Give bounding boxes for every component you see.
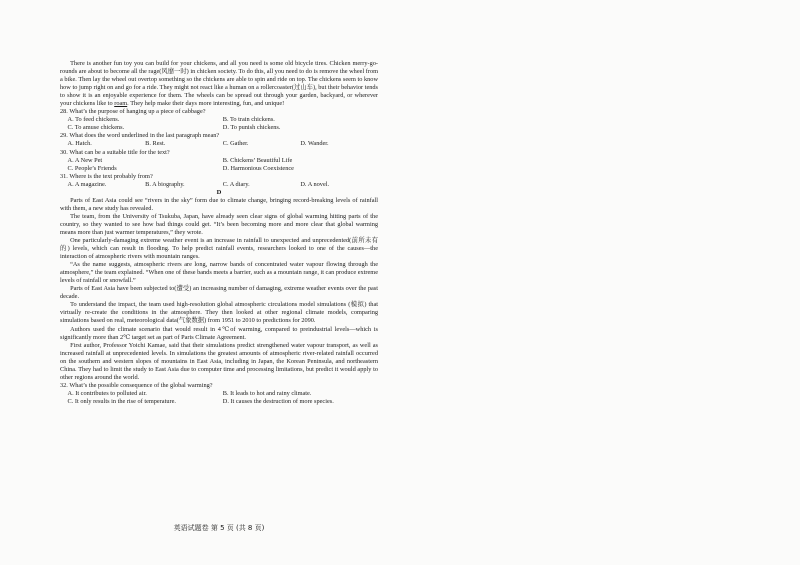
question-stem: 30. What can be a suitable title for the text? — [60, 148, 170, 156]
passage-d-paragraph: First author, Professor Yoichi Kamae, said that their simulations predict strengthened water vapour transport, as well as increased rainfall at unprecedented levels. In simulations the greatest amounts of atmospheric river-related rainfall occurred on the southern and western slopes of mountains in East Asia, including in Japan, the Korean Peninsula, and northeastern China. They had to limit the study to East Asia due to computer time and processing limitations, but predict it would apply to other regions around the world. — [60, 341, 378, 381]
underlined-word: roam — [114, 100, 128, 108]
question-30 — [60, 149, 378, 173]
option-c: C. A diary. — [222, 180, 250, 188]
option-c: C. To amuse chickens. — [67, 124, 125, 132]
option-d: D. Harmonious Coexistence — [222, 164, 294, 172]
option-b: B. To train chickens. — [222, 116, 275, 124]
question-28 — [60, 108, 378, 132]
option-b: B. It leads to hot and rainy climate. — [222, 389, 312, 397]
option-d: D. Wander. — [300, 140, 329, 148]
page-footer: 英语试题卷 第 5 页 (共 8 页) — [173, 524, 265, 532]
passage-d-paragraph: Parts of East Asia could see “rivers in the sky” form due to climate change, bringing record-breaking levels of rainfall with them, a new study has revealed. — [60, 196, 378, 212]
option-b: B. Rest. — [145, 140, 166, 148]
question-32 — [60, 382, 378, 406]
option-c: C. It only results in the rise of temperature. — [67, 397, 176, 405]
section-d-heading: D — [216, 188, 222, 196]
option-b: B. A biography. — [145, 180, 185, 188]
passage-d-paragraph: The team, from the University of Tsukuba, Japan, have already seen clear signs of global warming hitting parts of the country, so they wanted to see how bad things could get. “It’s been becoming more and more clear that global warming means more than just warmer temperatures,” they wrote. — [60, 212, 378, 236]
option-d: D. A novel. — [300, 180, 330, 188]
option-d: D. To punish chickens. — [222, 124, 281, 132]
passage-d-paragraph: One particularly-damaging extreme weather event is an increase in rainfall to unexpected and unprecedented(前所未有的) levels, which can result in flooding. To help predict rainfall events, researchers looked to one of the causes—the interaction of atmospheric rivers with mountain ranges. — [60, 236, 378, 261]
passage-c-paragraph: There is another fun toy you can build for your chickens, and all you need is some old bicycle tires. Chicken merry-go-rounds are about to become all the rage(风靡一时) in chicken society. To do this, all you need to do is remove the wheel from a bike. Then lay the wheel out overtop something so the chickens are able to spin and ride on top. The chickens seem to know how to jump right on and go for a ride. They might not react like a human on a rollercoaster(过山车), but their behavior tends to show it is an enjoyable experience for them. The wheels can be spread out through your garden, backyard, or wherever your chickens like to roam. They help make their days more interesting, fun, and unique! — [60, 60, 378, 108]
passage-d-paragraph: “As the name suggests, atmospheric rivers are long, narrow bands of concentrated water vapour flowing through the atmosphere,” the team explained. “When one of these bands meets a barrier, such as a mountain range, it can produce extreme levels of rainfall or snowfall.” — [60, 261, 378, 285]
question-stem: 29. What does the word underlined in the last paragraph mean? — [60, 132, 220, 140]
option-c: C. Gather. — [222, 140, 249, 148]
question-stem: 31. Where is the text probably from? — [60, 172, 153, 180]
passage-d-paragraph: Authors used the climate scenario that would result in 4℃of warming, compared to preindustrial levels—which is significantly more than 2℃ target set as part of Paris Climate Agreement. — [60, 325, 378, 341]
option-a: A. A magazine. — [67, 180, 107, 188]
option-a: A. A New Pet — [67, 156, 103, 164]
option-c: C. People’s Friends — [67, 164, 117, 172]
option-a: A. It contributes to polluted air. — [67, 389, 147, 397]
option-a: A. To feed chickens. — [67, 116, 120, 124]
question-29 — [60, 132, 378, 148]
option-b: B. Chickens’ Beautiful Life — [222, 156, 293, 164]
question-stem: 32. What’s the possible consequence of the global warming? — [60, 381, 213, 389]
question-31 — [60, 173, 378, 189]
option-a: A. Hatch. — [67, 140, 92, 148]
passage-d-paragraph: Parts of East Asia have been subjected to(遭受) an increasing number of damaging, extreme weather events over the past decade. — [60, 285, 378, 301]
option-d: D. It causes the destruction of more species. — [222, 397, 334, 405]
question-stem: 28. What’s the purpose of hanging up a piece of cabbage? — [60, 108, 206, 116]
passage-d-paragraph: To understand the impact, the team used high-resolution global atmospheric circulations model simulations (模拟) that virtually re-create the conditions in the atmosphere. They then looked at other regional climate models, comparing simulations based on real, meteorological data(气象数据) from 1951 to 2010 to predictions for 2090. — [60, 301, 378, 325]
text-column — [60, 60, 378, 406]
